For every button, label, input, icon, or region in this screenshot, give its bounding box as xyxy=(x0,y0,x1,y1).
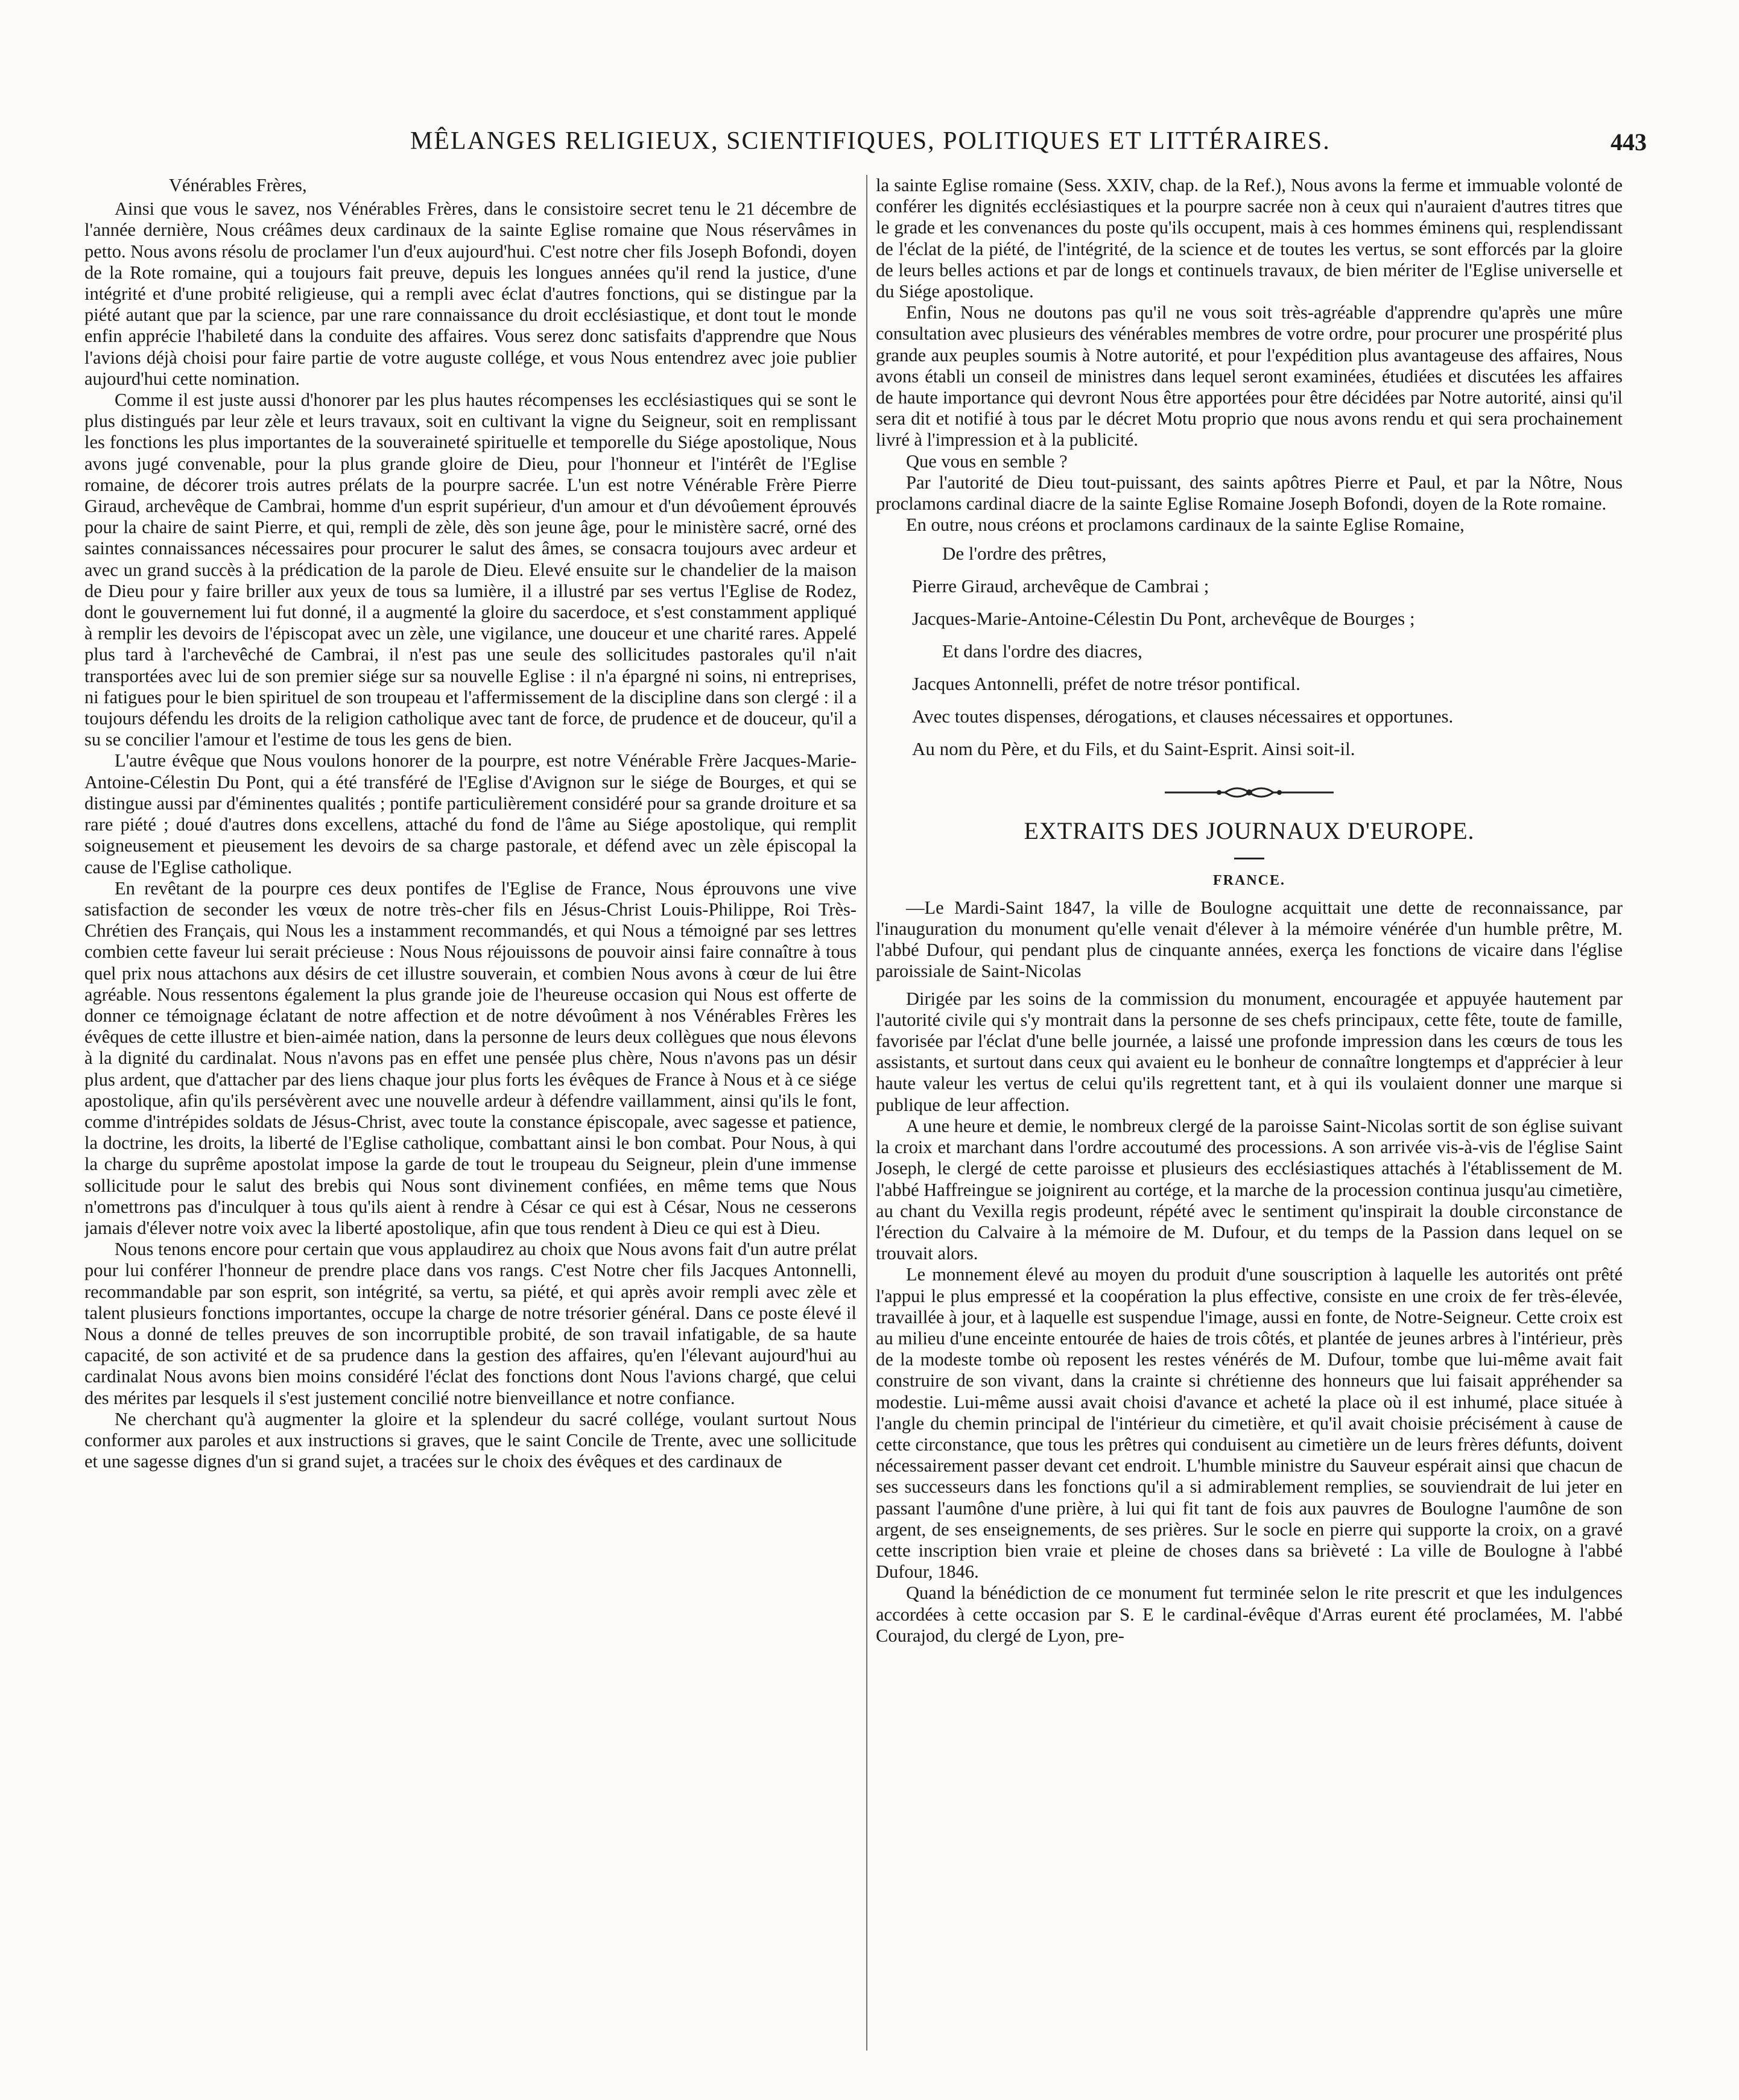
list-item: Pierre Giraud, archevêque de Cambrai ; xyxy=(912,575,1209,597)
cardinal-list xyxy=(876,542,1623,761)
list-item: Jacques-Marie-Antoine-Célestin Du Pont, archevêque de Bourges ; xyxy=(912,608,1415,630)
page-number: 443 xyxy=(1611,128,1647,156)
paragraph: L'autre évêque que Nous voulons honorer de la pourpre, est notre Vénérable Frère Jacques-Marie-Antoine-Célestin Du Pont, qui a été transféré de l'Eglise d'Avignon sur le siége de Bourges, et qui se distingue aussi par d'éminentes qualités ; pontife particulièrement considéré pour sa grande droiture et sa rare piété ; doué d'autres dons excellens, attaché du fond de l'âme au Siége apostolique, qui remplit soigneusement et pieusement les devoirs de sa charge pastorale, et défend avec un zèle épiscopal la cause de l'Eglise catholique. xyxy=(84,750,857,878)
article-paragraph: A une heure et demie, le nombreux clergé de la paroisse Saint-Nicolas sortit de son église suivant la croix et marchant dans l'ordre accoutumé des processions. A son arrivée vis-à-vis de l'église Saint Joseph, le clergé de cette paroisse et plusieurs des ecclésiastiques attachés à l'établissement de M. l'abbé Haffreingue se joignirent au cortége, et la marche de la procession continua jusqu'au cimetière, au chant du Vexilla regis prodeunt, répété avec le sentiment qu'inspirait la double circonstance de l'érection du Calvaire à la mémoire de M. Dufour, et du temps de la Passion dans lequel on se trouvait alors. xyxy=(876,1115,1623,1264)
column-divider xyxy=(866,175,867,2051)
article-paragraph: Dirigée par les soins de la commission du monument, encouragée et appuyée hautement par l'autorité civile qui s'y montrait dans la personne de ses chefs principaux, cette fête, toute de famille, favorisée par l'éclat d'une belle journée, a laissé une profonde impression dans les cœurs de tous les assistants, et surtout dans ceux qui avaient eu le bonheur de connaître longtemps et d'apprécier à leur haute valeur les vertus de celui qu'ils regrettent tant, et à qui ils voulaient donner une marque si publique de leur affection. xyxy=(876,988,1623,1115)
article-paragraph: —Le Mardi-Saint 1847, la ville de Boulogne acquittait une dette de reconnaissance, par l'inauguration du monument qu'elle venait d'élever à la mémoire vénérée d'un humble prêtre, M. l'abbé Dufour, qui pendant plus de cinquante années, exerça les fonctions de vicaire dans l'église paroissiale de Saint-Nicolas xyxy=(876,897,1623,982)
paragraph: En outre, nous créons et proclamons cardinaux de la sainte Eglise Romaine, xyxy=(906,514,1465,536)
paragraph: Ainsi que vous le savez, nos Vénérables Frères, dans le consistoire secret tenu le 21 décembre de l'année dernière, Nous créâmes deux cardinaux de la sainte Eglise romaine que Nous réservâmes in petto. Nous avons résolu de proclamer l'un d'eux aujourd'hui. C'est notre cher fils Joseph Bofondi, doyen de la Rote romaine, qui a toujours fait preuve, depuis les longues années qu'il rend la justice, d'une intégrité et d'une probité religieuse, qui a rempli avec éclat d'autres fonctions, qui se distingue par la piété autant que par la science, par une rare connaissance du droit ecclésiastique, et dont tout le monde enfin apprécie l'habileté dans la conduite des affaires. Vous serez donc satisfaits d'apprendre que Nous l'avions déjà choisi pour faire partie de votre auguste collége, et vous Nous entendrez avec joie publier aujourd'hui cette nomination. xyxy=(84,198,857,389)
paragraph: la sainte Eglise romaine (Sess. XXIV, chap. de la Ref.), Nous avons la ferme et immuable volonté de conférer les dignités ecclésiastiques et la pourpre sacrée non à ceux qui n'auraient d'autres titres que le grade et les convenances du poste qu'ils occupent, mais à ces hommes éminens qui, resplendissant de l'éclat de la piété, de l'intégrité, de la science et de toutes les vertus, se sont efforcés par la gloire de leurs belles actions et par de longs et continuels travaux, de bien mériter de l'Eglise universelle et du Siége apostolique. xyxy=(876,175,1623,302)
list-item: Au nom du Père, et du Fils, et du Saint-Esprit. Ainsi soit-il. xyxy=(912,738,1355,760)
short-rule xyxy=(1234,858,1264,859)
paragraph: Comme il est juste aussi d'honorer par les plus hautes récompenses les ecclésiastiques qui se sont le plus distingués par leur zèle et leurs travaux, soit en cultivant la vigne du Seigneur, soit en remplissant les fonctions les plus importantes de la souveraineté spirituelle et temporelle du Siége apostolique, Nous avons jugé convenable, pour la plus grande gloire de Dieu, pour l'honneur et l'intérêt de l'Eglise romaine, de décorer trois autres prélats de la pourpre sacrée. L'un est notre Vénérable Frère Pierre Giraud, archevêque de Cambrai, homme d'un esprit supérieur, d'un amour et d'un dévoûement éprouvés pour la chaire de saint Pierre, et qui, rempli de zèle, dès son jeune âge, pour le ministère sacré, orné des saintes connaissances nécessaires pour procurer le salut des âmes, se consacra toujours avec ardeur et avec un grand succès à la prédication de la parole de Dieu. Elevé ensuite sur le chandelier de la maison de Dieu pour y faire briller aux yeux de tous sa lumière, il a illustré par ses vertus l'Eglise de Rodez, dont le gouvernement lui fut donné, il a augmenté la gloire du sacerdoce, et s'est constamment appliqué à remplir les devoirs de l'épiscopat avec un zèle, une vigilance, une douceur et une charité rares. Appelé plus tard à l'archevêché de Cambrai, il n'est pas une seule des sollicitudes pastorales qu'il n'ait transportées avec lui de son premier siége sur sa nouvelle Eglise : il n'a épargné ni soins, ni entreprises, ni fatigues pour le bien spirituel de son troupeau et l'affermissement de la discipline dans son clergé : il a toujours défendu les droits de la religion catholique avec tant de force, de prudence et de douceur, qu'il a su se concilier l'amour et l'estime de tous les gens de bien. xyxy=(84,390,857,750)
paragraph: Par l'autorité de Dieu tout-puissant, des saints apôtres Pierre et Paul, et par la Nôtre, Nous proclamons cardinal diacre de la sainte Eglise Romaine Joseph Bofondi, doyen de la Rote romaine. xyxy=(876,472,1623,514)
salutation: Vénérables Frères, xyxy=(169,175,307,195)
running-title: MÊLANGES RELIGIEUX, SCIENTIFIQUES, POLITIQUES ET LITTÉRAIRES. xyxy=(410,127,1331,155)
paragraph: Nous tenons encore pour certain que vous applaudirez au choix que Nous avons fait d'un autre prélat pour lui conférer l'honneur de prendre place dans vos rangs. C'est Notre cher fils Jacques Antonnelli, recommandable par son esprit, son intégrité, sa vertu, sa piété, et qui après avoir rempli avec zèle et talent plusieurs fonctions importantes, occupe la charge de notre trésorier général. Dans ce poste élevé il Nous a donné de telles preuves de son incorruptible probité, de son travail infatigable, de sa haute capacité, de son activité et de sa prudence dans la gestion des affaires, qu'en l'élevant aujourd'hui au cardinalat Nous avons bien moins considéré l'éclat des fonctions dont Nous l'avions chargé, que celui des mérites par lesquels il s'est justement concilié notre bienveillance et notre confiance. xyxy=(84,1239,857,1408)
list-item: Et dans l'ordre des diacres, xyxy=(942,640,1142,662)
left-column xyxy=(84,175,857,2051)
country-subheading: FRANCE. xyxy=(1213,872,1285,888)
paragraph: Ne cherchant qu'à augmenter la gloire et la splendeur du sacré collége, voulant surtout Nous conformer aux paroles et aux instructions si graves, que le saint Concile de Trente, avec une sollicitude et une sagesse dignes d'un si grand sujet, a tracées sur le choix des évêques et des cardinaux de xyxy=(84,1408,857,1472)
article-paragraph: Le monnement élevé au moyen du produit d'une souscription à laquelle les autorités ont prêté l'appui le plus empressé et la coopération la plus effective, consiste en une croix de fer très-élevée, travaillée à jour, et à laquelle est suspendue l'image, aussi en fonte, de Notre-Seigneur. Cette croix est au milieu d'une enceinte entourée de haies de trois côtés, et plantée de jeunes arbres à l'intérieur, près de la modeste tombe où reposent les restes vénérés de M. Dufour, tombe que lui-même avait fait construire de son vivant, dans la crainte si chrétienne des honneurs que lui faisait appréhender sa modestie. Lui-même aussi avait choisi d'avance et acheté la place où il est inhumé, place située à l'angle du chemin principal de l'intérieur du cimetière, et qu'il avait choisie précisément à cause de cette circonstance, que tous les prêtres qui conduisent au cimetière un de leurs frères défunts, doivent nécessairement passer devant cet endroit. L'humble ministre du Sauveur espérait ainsi que chacun de ses successeurs dans les fonctions qu'il a si admirablement remplies, se souviendrait de lui jeter en passant l'aumône d'une prière, à lui qui fit tant de fois aux pauvres de Boulogne l'aumône de son argent, de ses enseignements, de ses prières. Sur le socle en pierre qui supporte la croix, on a gravé cette inscription bien vraie et pleine de choses dans sa brièveté : La ville de Boulogne à l'abbé Dufour, 1846. xyxy=(876,1264,1623,1583)
paragraph: En revêtant de la pourpre ces deux pontifes de l'Eglise de France, Nous éprouvons une vive satisfaction de seconder les vœux de notre très-cher fils en Jésus-Christ Louis-Philippe, Roi Très-Chrétien des Français, qui Nous les a instamment recommandés, et qui Nous a témoigné par ses lettres combien cette faveur lui serait précieuse : Nous Nous réjouissons de pouvoir ainsi faire connaître à tous quel prix nous attachons aux désirs de cet illustre souverain, et combien Nous avons à cœur de lui être agréable. Nous ressentons également la plus grande joie de l'heureuse occasion qui Nous est offerte de donner ce témoignage éclatant de notre affection et de notre dévoûment à nos Vénérables Frères les évêques de cette illustre et bien-aimée nation, dans la personne de leurs deux collègues que nous élevons à la dignité du cardinalat. Nous n'avons pas en effet une pensée plus chère, Nous n'avons pas un désir plus ardent, que d'attacher par des liens chaque jour plus forts les évêques de France à Nous et à ce siége apostolique, afin qu'ils persévèrent avec une nouvelle ardeur à défendre vaillamment, ainsi qu'ils le font, comme d'intrépides soldats de Jésus-Christ, avec toute la constance épiscopale, avec sagesse et patience, la doctrine, les droits, la liberté de l'Eglise catholique, combattant ainsi le bon combat. Pour Nous, à qui la charge du suprême apostolat impose la garde de tout le troupeau du Seigneur, plein d'une immense sollicitude pour le salut des brebis qui Nous sont divinement confiées, en même tems que Nous n'omettrons pas d'inculquer à tous qu'ils aient à rendre à César ce qui est à César, Nous ne cesserons jamais d'élever notre voix avec la liberté apostolique, afin que tous rendent à Dieu ce qui est à Dieu. xyxy=(84,878,857,1238)
list-item: Avec toutes dispenses, dérogations, et clauses nécessaires et opportunes. xyxy=(912,706,1454,727)
article-paragraph: Quand la bénédiction de ce monument fut terminée selon le rite prescrit et que les indulgences accordées à cette occasion par S. E le cardinal-évêque d'Arras eurent été proclamées, M. l'abbé Courajod, du clergé de Lyon, pre- xyxy=(876,1583,1623,1646)
list-item: Jacques Antonnelli, préfet de notre trésor pontifical. xyxy=(912,673,1300,695)
page-header xyxy=(84,121,1653,163)
list-item: De l'ordre des prêtres, xyxy=(942,543,1107,565)
section-title: EXTRAITS DES JOURNAUX D'EUROPE. xyxy=(1024,817,1475,845)
ornament-divider-icon xyxy=(876,782,1623,806)
right-column xyxy=(876,175,1623,2051)
paragraph: Enfin, Nous ne doutons pas qu'il ne vous soit très-agréable d'apprendre qu'après une mûre consultation avec plusieurs des vénérables membres de votre ordre, pour procurer une prospérité plus grande aux peuples soumis à Notre autorité, et pour l'expédition plus avantageuse des affaires, Nous avons établi un conseil de ministres dans lequel seront examinées, étudiées et discutées les affaires de haute importance qui devront Nous être apportées pour être décidées par Notre autorité, ainsi qu'il sera dit et notifié à tous par le décret Motu proprio que nous avons rendu et qui sera prochainement livré à l'impression et à la publicité. xyxy=(876,302,1623,451)
paragraph: Que vous en semble ? xyxy=(906,451,1068,472)
